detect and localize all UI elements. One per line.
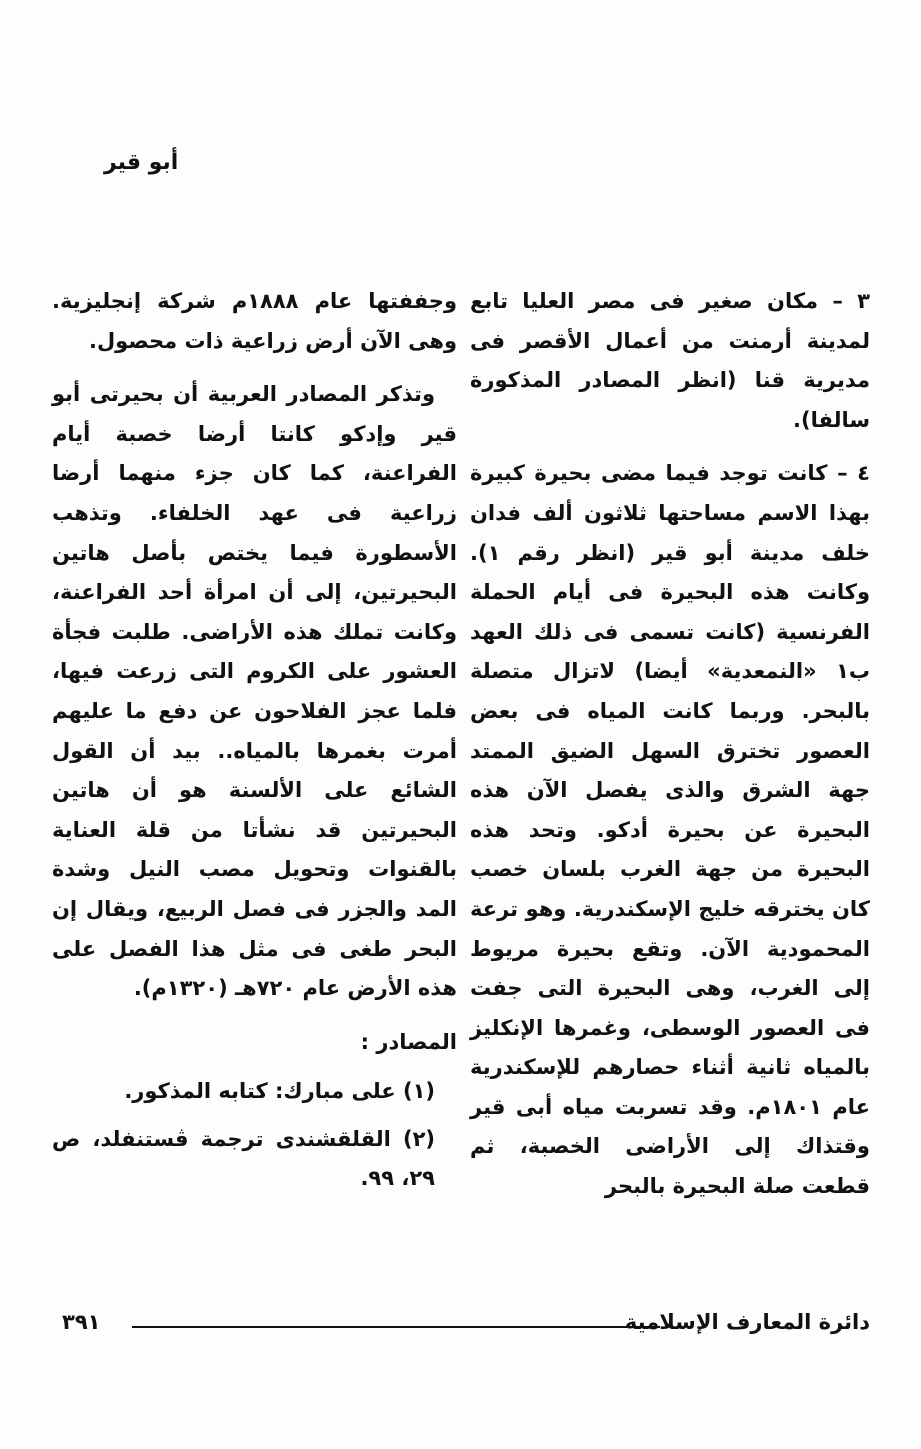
sources-heading: المصادر : — [360, 1029, 457, 1054]
paragraph-arab-sources: وتذكر المصادر العربية أن بحيرتى أبو قير وإدكو كانتا أرضا خصبة أيام الفراعنة، كما كان جزء منهما أرضا زراعية فى عهد الخلفاء. وتذهب الأسطورة فيما يختص بأصل هاتين البحيرتين، إلى أن امرأة أحد الفراعنة، وكانت تملك هذه الأراضى. طلبت فجأة العشور على الكروم التى زرعت فيها، فلما عجز الفلاحون عن دفع ما عليهم أمرت بغمرها بالمياه.. بيد أن القول الشائع على الألسنة هو أن هاتين البحيرتين قد نشأتا من قلة العناية بالقنوات وتحويل مصب النيل وشدة المد والجزر فى فصل الربيع، ويقال إن البحر طغى فى مثل هذا الفصل على هذه الأرض عام ٧٢٠هـ (١٣٢٠م). — [52, 382, 457, 1001]
paragraph-entry-3: ٣ – مكان صغير فى مصر العليا تابع لمدينة أرمنت من أعمال الأقصر فى مديرية قنا (انظر المصادر المذكورة سالفا). — [470, 289, 870, 432]
footer-divider — [132, 1326, 660, 1328]
reference-item-2: (٢) القلقشندى ترجمة ڤستنفلد، ص ٢٩، ٩٩. — [52, 1126, 435, 1191]
running-header-title: أبو قير — [104, 150, 179, 175]
left-column — [52, 282, 457, 1207]
paragraph-entry-4: ٤ – كانت توجد فيما مضى بحيرة كبيرة بهذا الاسم مساحتها ثلاثون ألف فدان خلف مدينة أبو قير (انظر رقم ١). وكانت هذه البحيرة فى أيام الحملة الفرنسية (كانت تسمى فى ذلك العهد ب١ «النمعدية» أيضا) لاتزال متصلة بالبحر. وربما كانت المياه فى بعض العصور تخترق السهل الضيق الممتد جهة الشرق والذى يفصل الآن هذه البحيرة عن بحيرة أدكو. وتحد هذه البحيرة من جهة الغرب بلسان خصب كان يخترقه خليج الإسكندرية. وهو ترعة المحمودية الآن. وتقع بحيرة مريوط إلى الغرب، وهى البحيرة التى جفت فى العصور الوسطى، وغمرها الإنكليز بالمياه ثانية أثناء حصارهم للإسكندرية عام ١٨٠١م. وقد تسربت مياه أبى قير وقتذاك إلى الأراضى الخصبة، ثم قطعت صلة البحيرة بالبحر — [470, 461, 870, 1199]
page-number: ٣٩١ — [62, 1310, 101, 1334]
page-footer — [62, 1310, 870, 1350]
right-column — [470, 282, 870, 1221]
footer-encyclopedia-title: دائرة المعارف الإسلامية — [624, 1310, 870, 1334]
reference-item-1: (١) على مبارك: كتابه المذكور. — [124, 1079, 435, 1104]
paragraph-continuation: وجففتها عام ١٨٨٨م شركة إنجليزية. وهى الآن أرض زراعية ذات محصول. — [52, 289, 457, 353]
